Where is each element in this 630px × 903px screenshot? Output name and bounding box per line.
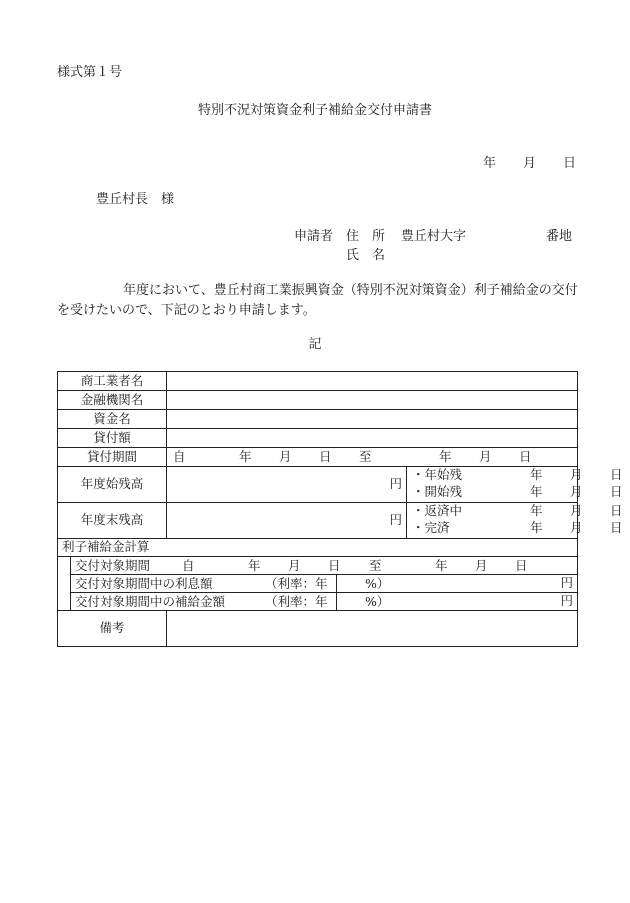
row-remarks [58,611,578,647]
loan-period-to-month: 月 [479,449,492,464]
subsidy-period-from-year: 年 [248,558,261,573]
row-merchant-name [58,372,578,391]
end-balance-field[interactable] [167,503,407,539]
start-opt1-year: 年 [530,467,543,482]
remarks-field[interactable] [167,611,578,647]
start-balance-field[interactable] [167,467,407,503]
date-year: 年 [483,156,497,171]
calc-indent [58,593,71,611]
body-paragraph: 年度において、豊丘村商工業振興資金（特別不況対策資金）利子補給金の交付を受けたいので、下記のとおり申請します。 [57,283,578,318]
bank-name-label: 金融機関名 [58,391,167,410]
interest-amount-label-cell [71,575,390,593]
document-title: 特別不況対策資金利子補給金交付申請書 [197,103,432,118]
row-interest-calc [58,539,578,557]
row-interest-amount [58,575,578,593]
row-start-balance [58,467,578,503]
start-opt1-day: 日 [610,467,623,482]
subsidy-amount-yen: 円 [560,593,574,609]
subsidy-period-field[interactable] [71,557,578,575]
start-opt1-month: 月 [570,467,583,482]
date-day: 日 [563,156,577,171]
opt-year-start[interactable]: ・年始残 [412,467,463,482]
banchi-label: 番地 [546,229,573,244]
address-label: 住 所 [346,229,386,244]
loan-period-from: 自 [173,449,186,464]
application-table [57,371,623,647]
interest-amount-yen: 円 [560,575,574,591]
subsidy-period-to-day: 日 [515,558,528,573]
loan-amount-label: 貸付額 [58,429,167,448]
subsidy-period-to-month: 月 [475,558,488,573]
ki-heading: 記 [308,337,322,352]
end-opt2-month: 月 [570,520,583,535]
loan-period-to: 至 [359,449,372,464]
subsidy-period-from-day: 日 [328,558,341,573]
interest-amount-label: 交付対象期間中の利息額 [75,576,213,591]
loan-period-to-day: 日 [519,449,532,464]
row-subsidy-amount [58,593,578,611]
end-balance-yen: 円 [389,512,403,528]
start-balance-options [407,467,623,503]
subsidy-period-from-month: 月 [288,558,301,573]
subsidy-period-label: 交付対象期間 [75,558,151,573]
addressee: 豊丘村長 様 [96,192,175,207]
row-end-balance [58,503,578,539]
subsidy-period-to: 至 [369,558,382,573]
fund-name-field[interactable] [167,410,578,429]
subsidy-period-from: 自 [182,558,195,573]
loan-period-to-year: 年 [439,449,452,464]
end-balance-options [407,503,623,539]
start-opt2-month: 月 [570,484,583,499]
start-opt2-day: 日 [610,484,623,499]
row-fund-name [58,410,578,429]
bank-name-field[interactable] [167,391,578,410]
calc-indent [58,557,71,575]
start-balance-label: 年度始残高 [58,467,167,503]
end-opt1-month: 月 [570,503,583,518]
subsidy-period-to-year: 年 [435,558,448,573]
merchant-name-label: 商工業者名 [58,372,167,391]
row-loan-period [58,448,578,467]
opt-repaying[interactable]: ・返済中 [412,503,463,518]
end-opt1-day: 日 [610,503,623,518]
address-value: 豊丘村大字 [401,229,467,244]
subsidy-rate-close: %） [365,594,390,609]
opt-open-start[interactable]: ・開始残 [412,484,463,499]
interest-rate-close: %） [365,576,390,591]
remarks-label: 備考 [58,611,167,647]
opt-completed[interactable]: ・完済 [412,520,450,535]
loan-period-from-month: 月 [279,449,292,464]
row-loan-amount [58,429,578,448]
name-label: 氏 名 [346,248,386,263]
form-number: 様式第１号 [57,65,123,80]
loan-period-field[interactable] [167,448,578,467]
fund-name-label: 資金名 [58,410,167,429]
interest-rate-open: （利率：年 [265,576,328,591]
calc-indent [58,575,71,593]
start-opt2-year: 年 [530,484,543,499]
applicant-label: 申請者 [294,229,334,244]
loan-period-from-year: 年 [239,449,252,464]
date-month: 月 [523,156,537,171]
row-bank-name [58,391,578,410]
start-balance-yen: 円 [389,476,403,492]
row-subsidy-period [58,557,578,575]
interest-calc-heading: 利子補給金計算 [58,539,578,557]
end-opt2-day: 日 [610,520,623,535]
loan-period-label: 貸付期間 [58,448,167,467]
subsidy-amount-label-cell [71,593,390,611]
loan-period-from-day: 日 [319,449,332,464]
end-opt1-year: 年 [530,503,543,518]
end-opt2-year: 年 [530,520,543,535]
end-balance-label: 年度末残高 [58,503,167,539]
merchant-name-field[interactable] [167,372,578,391]
subsidy-rate-open: （利率：年 [265,594,328,609]
subsidy-amount-label: 交付対象期間中の補給金額 [75,594,226,609]
loan-amount-field[interactable] [167,429,578,448]
